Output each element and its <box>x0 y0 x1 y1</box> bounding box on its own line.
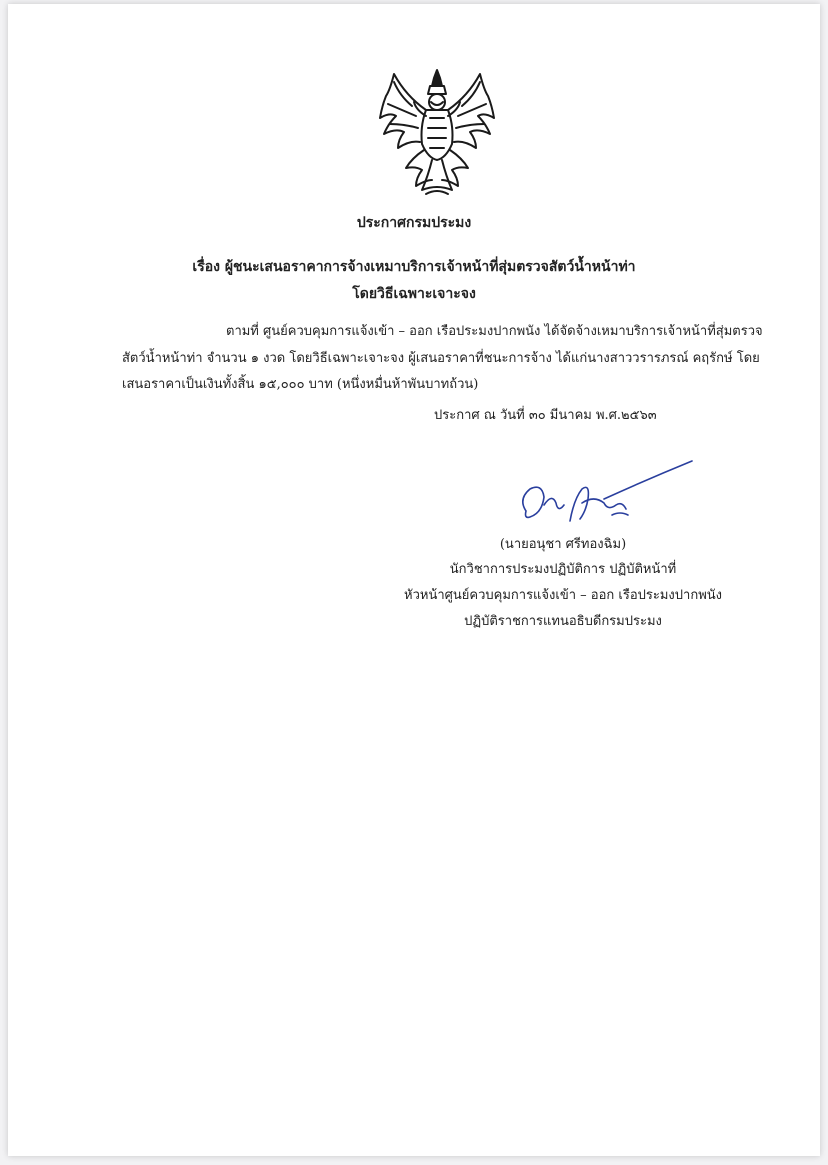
garuda-emblem-icon <box>376 66 498 198</box>
body-line-3: เสนอราคาเป็นเงินทั้งสิ้น ๑๕,๐๐๐ บาท (หนึ่งหมื่นห้าพันบาทถ้วน) <box>122 377 479 392</box>
document-page <box>8 4 820 1156</box>
subject-line-2: โดยวิธีเฉพาะเจาะจง <box>352 286 476 302</box>
document-title: ประกาศกรมประมง <box>356 215 472 231</box>
signatory-position-3: ปฏิบัติราชการแทนอธิบดีกรมประมง <box>464 614 662 629</box>
signatory-position-1: นักวิชาการประมงปฏิบัติการ ปฏิบัติหน้าที่ <box>449 562 677 577</box>
subject-line-1: เรื่อง ผู้ชนะเสนอราคาการจ้างเหมาบริการเจ้าหน้าที่สุ่มตรวจสัตว์น้ำหน้าท่า <box>192 259 636 275</box>
body-line-1: ตามที่ ศูนย์ควบคุมการแจ้งเข้า – ออก เรือประมงปากพนัง ได้จัดจ้างเหมาบริการเจ้าหน้าที่สุ่มตรวจ <box>226 324 763 339</box>
signatory-name: (นายอนุชา ศรีทองฉิม) <box>499 537 627 552</box>
handwritten-signature-icon <box>508 459 708 539</box>
signatory-position-2: หัวหน้าศูนย์ควบคุมการแจ้งเข้า – ออก เรือประมงปากพนัง <box>404 588 722 603</box>
body-line-2: สัตว์น้ำหน้าท่า จำนวน ๑ งวด โดยวิธีเฉพาะเจาะจง ผู้เสนอราคาที่ชนะการจ้าง ได้แก่นางสาววรารภรณ์ คฤรักษ์ โดย <box>122 351 760 366</box>
announcement-date: ประกาศ ณ วันที่ ๓๐ มีนาคม พ.ศ.๒๕๖๓ <box>434 408 657 423</box>
